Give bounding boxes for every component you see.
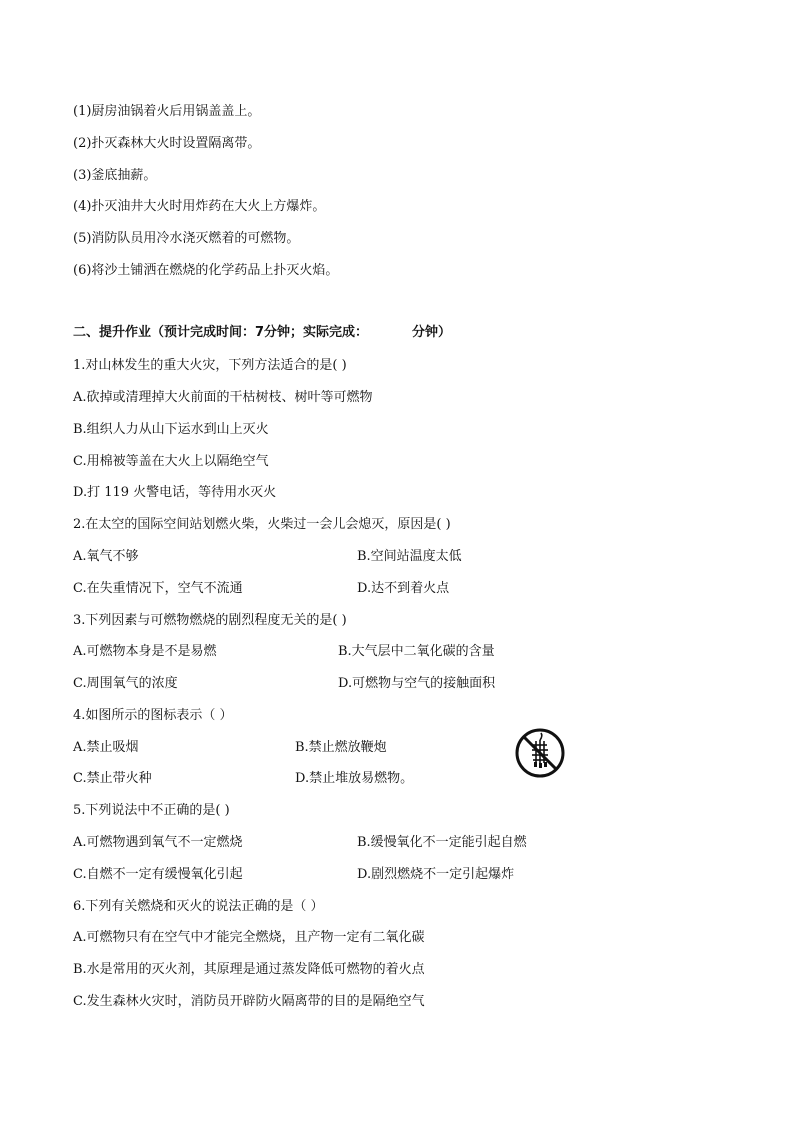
question-1-option-c: C.用棉被等盖在大火上以隔绝空气 [73,454,269,469]
question-3-option-d: D.可燃物与空气的接触面积 [338,676,496,691]
question-1-stem: 1.对山林发生的重大火灾，下列方法适合的是( ) [73,358,347,373]
question-3-stem: 3.下列因素与可燃物燃烧的剧烈程度无关的是( ) [73,613,347,628]
question-4-stem: 4.如图所示的图标表示（ ） [73,708,233,723]
question-6-option-c: C.发生森林火灾时，消防员开辟防火隔离带的目的是隔绝空气 [73,994,425,1009]
question-6-option-a: A.可燃物只有在空气中才能完全燃烧，且产物一定有二氧化碳 [73,930,425,945]
question-1-option-b: B.组织人力从山下运水到山上灭火 [73,422,269,437]
section2-heading-prefix: 二、提升作业（预计完成时间：7分钟；实际完成： [73,325,369,340]
part1-item-6: (6)将沙土铺洒在燃烧的化学药品上扑灭火焰。 [73,263,339,278]
question-5-option-c: C.自燃不一定有缓慢氧化引起 [73,867,243,882]
no-fireworks-sign-icon [514,727,566,779]
question-4-option-b: B.禁止燃放鞭炮 [295,740,387,755]
question-3-option-a: A.可燃物本身是不是易燃 [73,644,217,659]
question-4-option-c: C.禁止带火种 [73,771,152,786]
question-4-option-a: A.禁止吸烟 [73,740,139,755]
question-5-stem: 5.下列说法中不正确的是( ) [73,803,230,818]
part1-item-1: (1)厨房油锅着火后用锅盖盖上。 [73,104,261,119]
question-6-stem: 6.下列有关燃烧和灭火的说法正确的是（ ） [73,899,324,914]
question-3-option-b: B.大气层中二氧化碳的含量 [338,644,495,659]
question-3-option-c: C.周围氧气的浓度 [73,676,178,691]
question-2-stem: 2.在太空的国际空间站划燃火柴，火柴过一会儿会熄灭，原因是( ) [73,517,451,532]
section2-heading-suffix: 分钟） [412,325,452,340]
question-2-option-b: B.空间站温度太低 [357,549,462,564]
part1-item-4: (4)扑灭油井大火时用炸药在大火上方爆炸。 [73,199,326,214]
part1-item-5: (5)消防队员用冷水浇灭燃着的可燃物。 [73,231,300,246]
question-1-option-d: D.打 119 火警电话，等待用水灭火 [73,485,277,500]
question-5-option-a: A.可燃物遇到氧气不一定燃烧 [73,835,243,850]
section2-heading [73,324,451,342]
part1-item-2: (2)扑灭森林大火时设置隔离带。 [73,136,261,151]
question-6-option-b: B.水是常用的灭火剂，其原理是通过蒸发降低可燃物的着火点 [73,962,425,977]
question-1-option-a: A.砍掉或清理掉大火前面的干枯树枝、树叶等可燃物 [73,390,373,405]
question-5-option-b: B.缓慢氧化不一定能引起自燃 [357,835,527,850]
question-2-option-c: C.在失重情况下，空气不流通 [73,581,243,596]
question-2-option-d: D.达不到着火点 [357,581,450,596]
question-2-option-a: A.氧气不够 [73,549,139,564]
part1-item-3: (3)釜底抽薪。 [73,168,157,183]
question-5-option-d: D.剧烈燃烧不一定引起爆炸 [357,867,515,882]
question-4-option-d: D.禁止堆放易燃物。 [295,771,414,786]
